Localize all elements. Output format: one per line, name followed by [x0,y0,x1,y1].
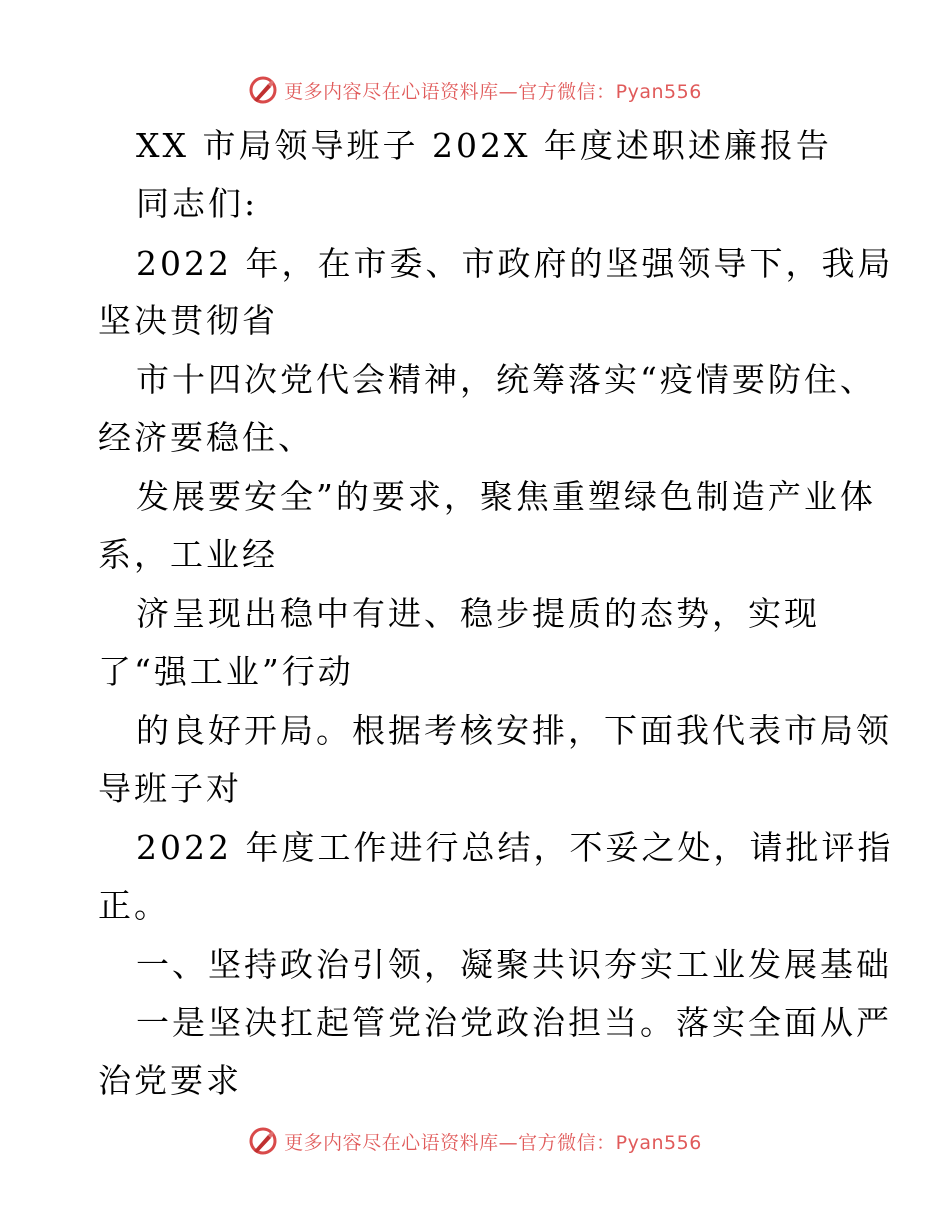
body-line: 系，工业经 [98,535,278,574]
body-line: 经济要稳住、 [98,418,314,457]
body-line: 济呈现出稳中有进、稳步提质的态势，实现 [136,594,820,633]
watermark-text: 更多内容尽在心语资料库—官方微信：Pyan556 [284,1131,702,1154]
section-heading: 一、坚持政治引领，凝聚共识夯实工业发展基础 [136,945,892,984]
body-line: 2022 年，在市委、市政府的坚强领导下，我局 [136,244,894,283]
pen-logo-icon [248,1126,278,1156]
document-title: XX 市局领导班子 202X 年度述职述廉报告 [136,126,832,165]
body-line: 2022 年度工作进行总结，不妥之处，请批评指 [136,828,894,867]
body-line: 市十四次党代会精神，统筹落实“疫情要防住、 [136,360,876,399]
body-line: 的良好开局。根据考核安排，下面我代表市局领 [136,711,892,750]
body-line: 一是坚决扛起管党治党政治担当。落实全面从严 [136,1003,892,1042]
body-line: 坚决贯彻省 [98,301,278,340]
watermark-text: 更多内容尽在心语资料库—官方微信：Pyan556 [284,80,702,103]
body-line: 了“强工业”行动 [98,652,354,691]
body-line: 发展要安全”的要求，聚焦重塑绿色制造产业体 [136,477,876,516]
pen-logo-icon [248,75,278,105]
body-line: 治党要求 [98,1061,242,1100]
header-watermark [0,72,950,108]
footer-watermark [0,1123,950,1159]
body-line: 导班子对 [98,769,242,808]
body-line: 正。 [98,886,170,925]
salutation: 同志们: [136,184,259,223]
